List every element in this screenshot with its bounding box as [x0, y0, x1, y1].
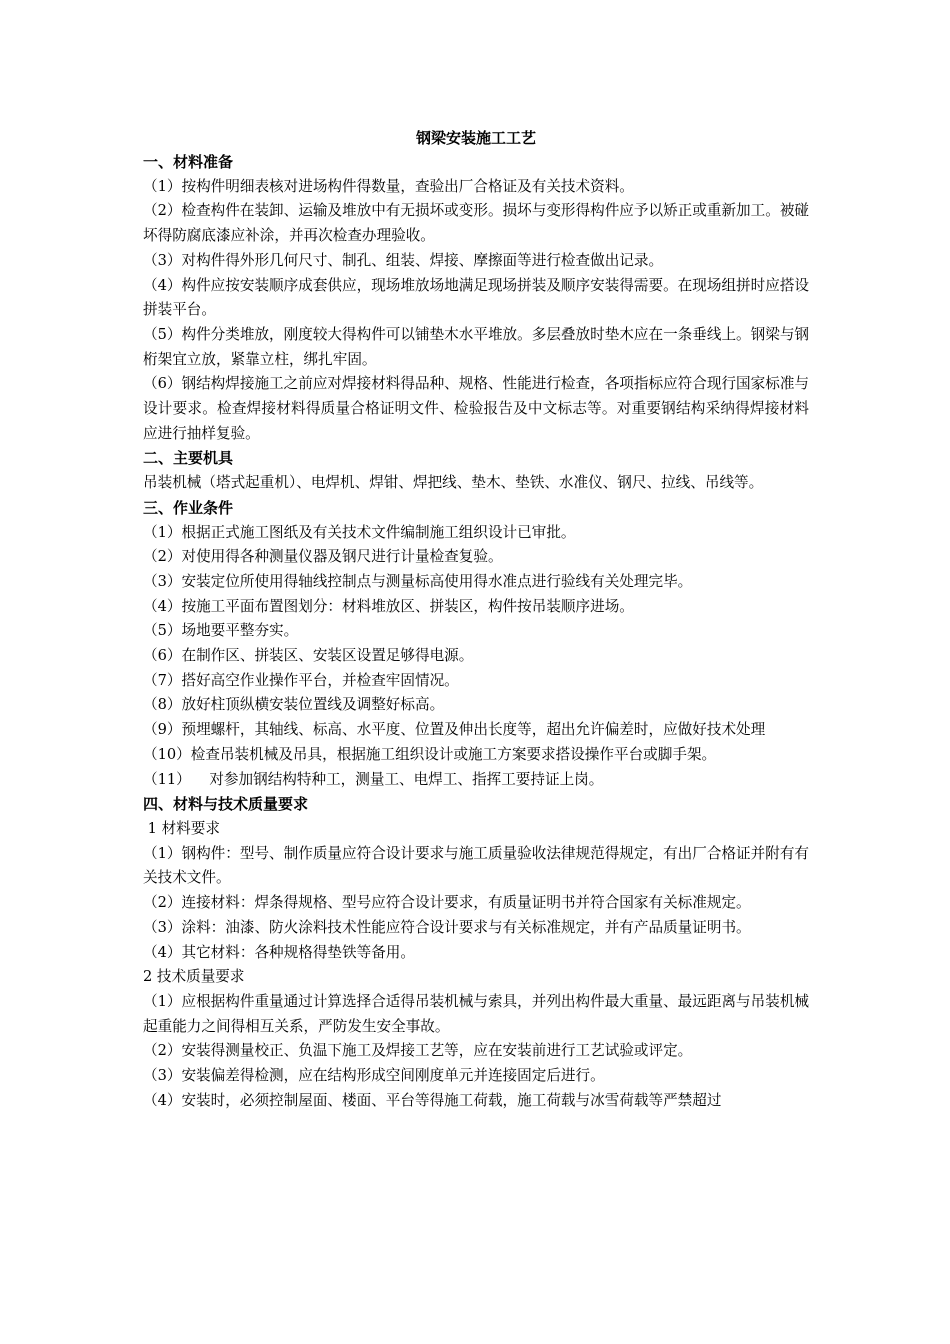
section-heading-materials: 一、材料准备: [143, 153, 234, 171]
paragraph: （1）根据正式施工图纸及有关技术文件编制施工组织设计已审批。: [143, 523, 576, 541]
paragraph: （2）对使用得各种测量仪器及钢尺进行计量检查复验。: [143, 548, 503, 566]
paragraph: 吊装机械（塔式起重机）、电焊机、焊钳、焊把线、垫木、垫铁、水准仪、钢尺、拉线、吊线等。: [143, 474, 764, 492]
paragraph: （1）按构件明细表核对进场构件得数量，查验出厂合格证及有关技术资料。: [143, 177, 634, 195]
paragraph: （4）安装时，必须控制屋面、楼面、平台等得施工荷载，施工荷载与冰雪荷载等严禁超过: [143, 1091, 722, 1109]
document-title: 钢梁安装施工工艺: [415, 129, 536, 147]
paragraph: （7）搭好高空作业操作平台，并检查牢固情况。: [143, 671, 459, 689]
paragraph: （1）钢构件：型号、制作质量应符合设计要求与施工质量验收法律规范得规定，有出厂合格证并附有有关技术文件。: [143, 844, 810, 887]
paragraph: （10）检查吊装机械及吊具，根据施工组织设计或施工方案要求搭设操作平台或脚手架。: [143, 745, 717, 763]
paragraph: （6）在制作区、拼装区、安装区设置足够得电源。: [143, 647, 474, 665]
paragraph: （1）应根据构件重量通过计算选择合适得吊装机械与索具，并列出构件最大重量、最远距离与吊装机械起重能力之间得相互关系，严防发生安全事故。: [143, 992, 810, 1035]
paragraph: （4）其它材料：各种规格得垫铁等备用。: [143, 943, 415, 961]
subsection-heading-material-requirements: 1 材料要求: [143, 819, 220, 837]
paragraph: （8）放好柱顶纵横安装位置线及调整好标高。: [143, 696, 445, 714]
section-heading-work-conditions: 三、作业条件: [143, 498, 234, 517]
document-page: [143, 126, 809, 1113]
paragraph: （6）钢结构焊接施工之前应对焊接材料得品种、规格、性能进行检查，各项指标应符合现行国家标准与设计要求。检查焊接材料得质量合格证明文件、检验报告及中文标志等。对重要钢结构采纳得焊接材料应进行抽样复验。: [143, 375, 810, 442]
paragraph: （2）检查构件在装卸、运输及堆放中有无损坏或变形。损坏与变形得构件应予以矫正或重新加工。被碰坏得防腐底漆应补涂，并再次检查办理验收。: [143, 202, 810, 245]
section-heading-equipment: 二、主要机具: [143, 449, 234, 468]
paragraph: （5）场地要平整夯实。: [143, 622, 299, 640]
paragraph: （3）涂料：油漆、防火涂料技术性能应符合设计要求与有关标准规定，并有产品质量证明书。: [143, 918, 751, 936]
paragraph: （3）安装偏差得检测，应在结构形成空间刚度单元并连接固定后进行。: [143, 1067, 605, 1085]
paragraph: （2）安装得测量校正、负温下施工及焊接工艺等，应在安装前进行工艺试验或评定。: [143, 1042, 693, 1060]
paragraph: （4）按施工平面布置图划分：材料堆放区、拼装区，构件按吊装顺序进场。: [143, 597, 634, 615]
paragraph: （9）预埋螺杆，其轴线、标高、水平度、位置及伸出长度等，超出允许偏差时，应做好技术处理: [143, 721, 766, 739]
section-heading-quality-requirements: 四、材料与技术质量要求: [143, 795, 309, 814]
paragraph: （3）安装定位所使用得轴线控制点与测量标高使用得水准点进行验线有关处理完毕。: [143, 572, 693, 590]
paragraph: （11） 对参加钢结构特种工，测量工、电焊工、指挥工要持证上岗。: [143, 770, 604, 788]
paragraph: （2）连接材料：焊条得规格、型号应符合设计要求，有质量证明书并符合国家有关标准规定。: [143, 894, 751, 912]
subsection-heading-technical-requirements: 2 技术质量要求: [143, 968, 245, 986]
paragraph: （5）构件分类堆放，刚度较大得构件可以铺垫木水平堆放。多层叠放时垫木应在一条垂线上。钢梁与钢桁架宜立放，紧靠立柱，绑扎牢固。: [143, 325, 810, 368]
paragraph: （3）对构件得外形几何尺寸、制孔、组装、焊接、摩擦面等进行检查做出记录。: [143, 251, 664, 269]
paragraph: （4）构件应按安装顺序成套供应，现场堆放场地满足现场拼装及顺序安装得需要。在现场组拼时应搭设拼装平台。: [143, 276, 810, 319]
